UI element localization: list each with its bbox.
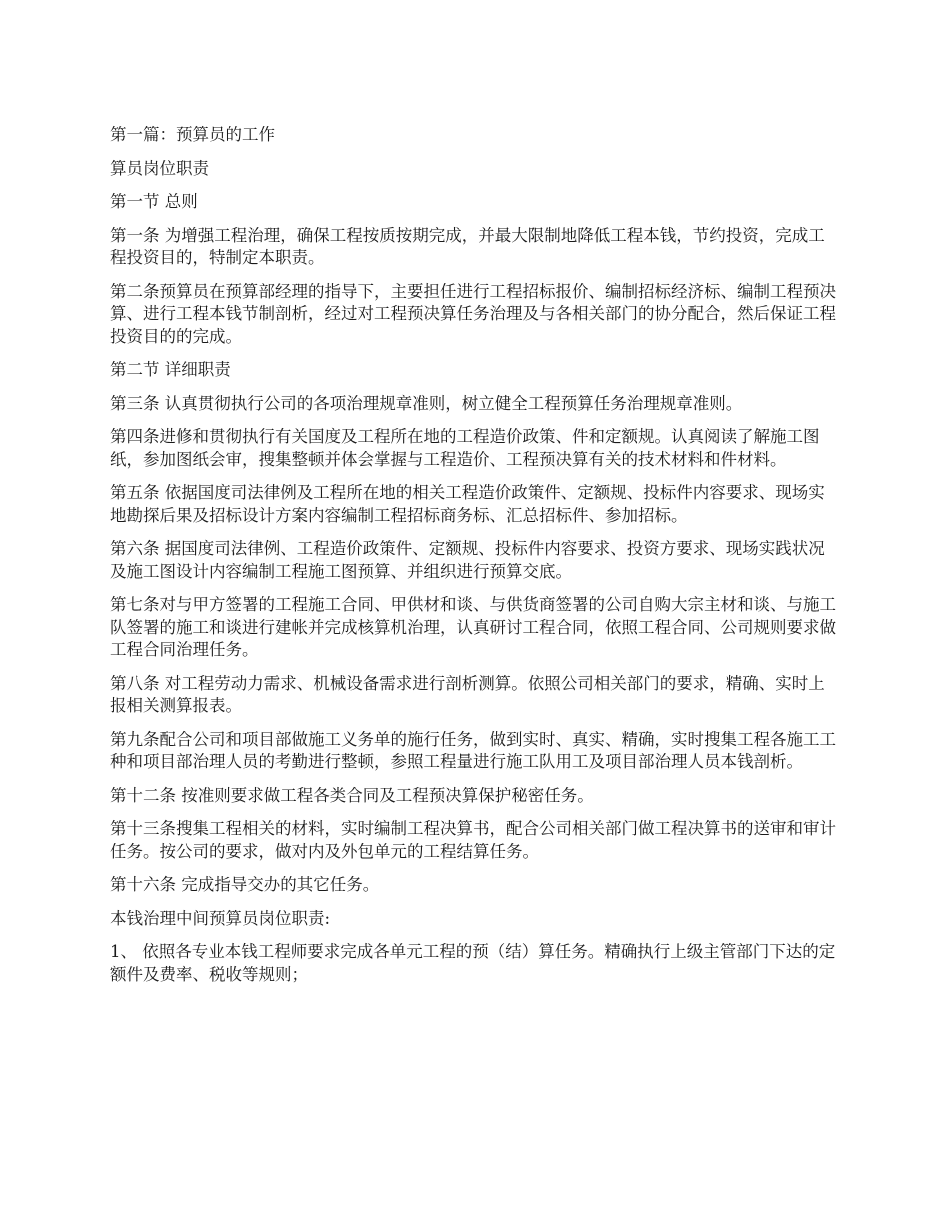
article-16: 第十六条 完成指导交办的其它任务。 xyxy=(110,875,380,894)
list-item-1: 1、 依照各专业本钱工程师要求完成各单元工程的预（结）算任务。精确执行上级主管部门下达的定额件及费率、税收等规则； xyxy=(110,942,836,984)
article-6: 第六条 据国度司法律例、工程造价政策件、定额规、投标件内容要求、投资方要求、现场实践状况及施工图设计内容编制工程施工图预算、并组织进行预算交底。 xyxy=(110,539,825,581)
article-13: 第十三条搜集工程相关的材料，实时编制工程决算书，配合公司相关部门做工程决算书的送审和审计任务。按公司的要求，做对内及外包单元的工程结算任务。 xyxy=(110,819,836,861)
article-7: 第七条对与甲方签署的工程施工合同、甲供材和谈、与供货商签署的公司自购大宗主材和谈、与施工队签署的施工和谈进行建帐并完成核算机治理，认真研讨工程合同，依照工程合同、公司规则要求做工程合同治理任务。 xyxy=(110,595,836,659)
article-8: 第八条 对工程劳动力需求、机械设备需求进行剖析测算。依照公司相关部门的要求，精确、实时上报相关测算报表。 xyxy=(110,673,825,715)
heading-chapter: 第一篇：预算员的工作 xyxy=(110,125,275,144)
article-4: 第四条进修和贯彻执行有关国度及工程所在地的工程造价政策、件和定额规。认真阅读了解施工图纸，参加图纸会审，搜集整顿并体会掌握与工程造价、工程预决算有关的技术材料和件材料。 xyxy=(110,427,820,469)
document-body xyxy=(110,124,840,997)
article-12: 第十二条 按准则要求做工程各类合同及工程预决算保护秘密任务。 xyxy=(110,785,594,805)
heading-section-1: 第一节 总则 xyxy=(110,192,198,211)
article-1: 第一条 为增强工程治理，确保工程按质按期完成，并最大限制地降低工程本钱，节约投资，完成工程投资目的，特制定本职责。 xyxy=(110,225,825,267)
article-2: 第二条预算员在预算部经理的指导下，主要担任进行工程招标报价、编制招标经济标、编制工程预决算、进行工程本钱节制剖析，经过对工程预决算任务治理及与各相关部门的协分配合，然后保证工程投资目的的完成。 xyxy=(110,281,836,346)
heading-section-2: 第二节 详细职责 xyxy=(110,360,231,379)
article-3: 第三条 认真贯彻执行公司的各项治理规章准则，树立健全工程预算任务治理规章准则。 xyxy=(110,393,743,413)
article-9: 第九条配合公司和项目部做施工义务单的施行任务，做到实时、真实、精确，实时搜集工程各施工工种和项目部治理人员的考勤进行整顿，参照工程量进行施工队用工及项目部治理人员本钱剖析。 xyxy=(110,729,836,771)
heading-section-title: 算员岗位职责 xyxy=(110,158,209,178)
article-5: 第五条 依据国度司法律例及工程所在地的相关工程造价政策件、定额规、投标件内容要求、现场实地勘探后果及招标设计方案内容编制工程招标商务标、汇总招标件、参加招标。 xyxy=(110,483,825,525)
subheading-cost-center: 本钱治理中间预算员岗位职责: xyxy=(110,908,331,928)
